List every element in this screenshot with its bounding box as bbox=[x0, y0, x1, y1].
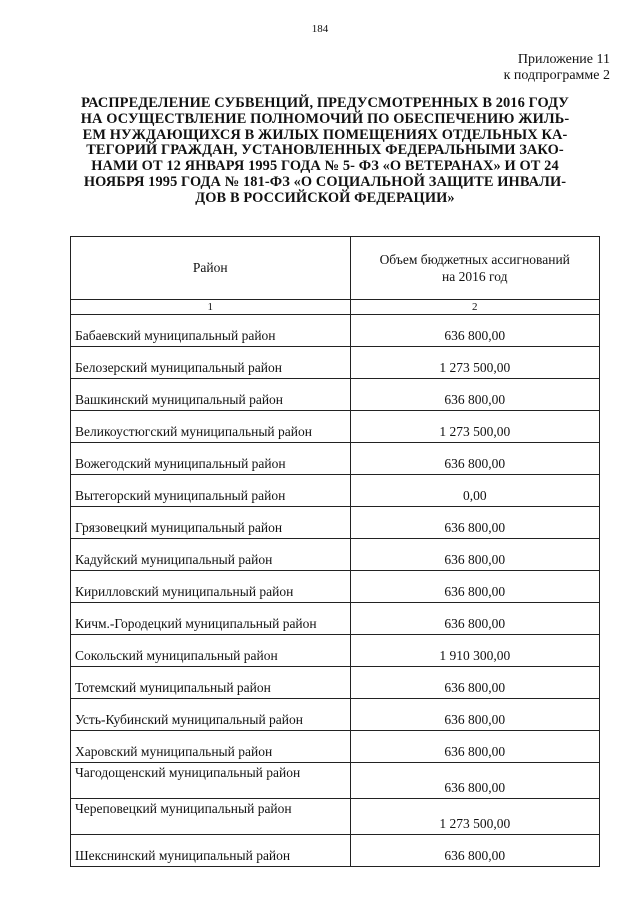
table-row bbox=[71, 539, 600, 571]
district-name: Череповецкий муниципальный район bbox=[71, 799, 351, 835]
district-name: Бабаевский муниципальный район bbox=[71, 315, 351, 347]
header-amount-line-2: на 2016 год bbox=[442, 269, 508, 284]
header-amount bbox=[350, 237, 600, 300]
district-name: Сокольский муниципальный район bbox=[71, 635, 351, 667]
column-index-1: 1 bbox=[71, 300, 351, 315]
table-row bbox=[71, 443, 600, 475]
amount-value: 636 800,00 bbox=[350, 315, 600, 347]
table-row bbox=[71, 379, 600, 411]
title-line: НОЯБРЯ 1995 ГОДА № 181-ФЗ «О СОЦИАЛЬНОЙ ЗАЩИТЕ ИНВАЛИ- bbox=[83, 173, 567, 190]
table-row bbox=[71, 763, 600, 799]
district-name: Шекснинский муниципальный район bbox=[71, 835, 351, 867]
table-row bbox=[71, 799, 600, 835]
header-district: Район bbox=[71, 237, 351, 300]
district-name: Вашкинский муниципальный район bbox=[71, 379, 351, 411]
table-header-row bbox=[71, 237, 600, 300]
appendix-line-1: Приложение 11 bbox=[517, 52, 610, 67]
amount-value: 636 800,00 bbox=[350, 379, 600, 411]
amount-value: 636 800,00 bbox=[350, 603, 600, 635]
table-row bbox=[71, 635, 600, 667]
title-line: НА ОСУЩЕСТВЛЕНИЕ ПОЛНОМОЧИЙ ПО ОБЕСПЕЧЕНИЮ ЖИЛЬ- bbox=[80, 110, 570, 127]
amount-value: 1 273 500,00 bbox=[350, 347, 600, 379]
table-row bbox=[71, 507, 600, 539]
amount-value: 1 273 500,00 bbox=[350, 411, 600, 443]
table-row bbox=[71, 475, 600, 507]
title-line: РАСПРЕДЕЛЕНИЕ СУБВЕНЦИЙ, ПРЕДУСМОТРЕННЫХ В 2016 ГОДУ bbox=[81, 95, 569, 111]
amount-value: 636 800,00 bbox=[350, 667, 600, 699]
table-row bbox=[71, 731, 600, 763]
title-line: ДОВ В РОССИЙСКОЙ ФЕДЕРАЦИИ» bbox=[195, 189, 455, 206]
amount-value: 636 800,00 bbox=[350, 731, 600, 763]
district-name: Грязовецкий муниципальный район bbox=[71, 507, 351, 539]
amount-value: 636 800,00 bbox=[350, 835, 600, 867]
district-name: Белозерский муниципальный район bbox=[71, 347, 351, 379]
title-line: ТЕГОРИЙ ГРАЖДАН, УСТАНОВЛЕННЫХ ФЕДЕРАЛЬНЫМИ ЗАКО- bbox=[86, 142, 564, 159]
district-name: Тотемский муниципальный район bbox=[71, 667, 351, 699]
table-row bbox=[71, 315, 600, 347]
title-line: НАМИ ОТ 12 ЯНВАРЯ 1995 ГОДА № 5- ФЗ «О ВЕТЕРАНАХ» И ОТ 24 bbox=[91, 158, 559, 175]
amount-value: 636 800,00 bbox=[350, 443, 600, 475]
appendix-reference bbox=[504, 52, 610, 84]
title-line: ЕМ НУЖДАЮЩИХСЯ В ЖИЛЫХ ПОМЕЩЕНИЯХ ОТДЕЛЬНЫХ КА- bbox=[82, 126, 568, 143]
table-row bbox=[71, 603, 600, 635]
table-row bbox=[71, 411, 600, 443]
district-name: Кичм.-Городецкий муниципальный район bbox=[71, 603, 351, 635]
appendix-line-2: к подпрограмме 2 bbox=[503, 68, 610, 83]
column-index-row bbox=[71, 300, 600, 315]
table-row bbox=[71, 347, 600, 379]
district-name: Великоустюгский муниципальный район bbox=[71, 411, 351, 443]
table-row bbox=[71, 699, 600, 731]
amount-value: 636 800,00 bbox=[350, 763, 600, 799]
district-name: Усть-Кубинский муниципальный район bbox=[71, 699, 351, 731]
page-number: 184 bbox=[311, 23, 329, 35]
amount-value: 636 800,00 bbox=[350, 699, 600, 731]
table-row bbox=[71, 667, 600, 699]
district-name: Харовский муниципальный район bbox=[71, 731, 351, 763]
header-amount-line-1: Объем бюджетных ассигнований bbox=[379, 252, 570, 267]
column-index-2: 2 bbox=[350, 300, 600, 315]
district-name: Вытегорский муниципальный район bbox=[71, 475, 351, 507]
district-name: Вожегодский муниципальный район bbox=[71, 443, 351, 475]
table-row bbox=[71, 835, 600, 867]
district-name: Чагодощенский муниципальный район bbox=[71, 763, 351, 799]
amount-value: 636 800,00 bbox=[350, 507, 600, 539]
amount-value: 1 910 300,00 bbox=[350, 635, 600, 667]
amount-value: 636 800,00 bbox=[350, 571, 600, 603]
district-name: Кирилловский муниципальный район bbox=[71, 571, 351, 603]
amount-value: 636 800,00 bbox=[350, 539, 600, 571]
document-title bbox=[70, 96, 580, 207]
subsidy-table bbox=[70, 236, 600, 867]
table-row bbox=[71, 571, 600, 603]
amount-value: 0,00 bbox=[350, 475, 600, 507]
amount-value: 1 273 500,00 bbox=[350, 799, 600, 835]
district-name: Кадуйский муниципальный район bbox=[71, 539, 351, 571]
